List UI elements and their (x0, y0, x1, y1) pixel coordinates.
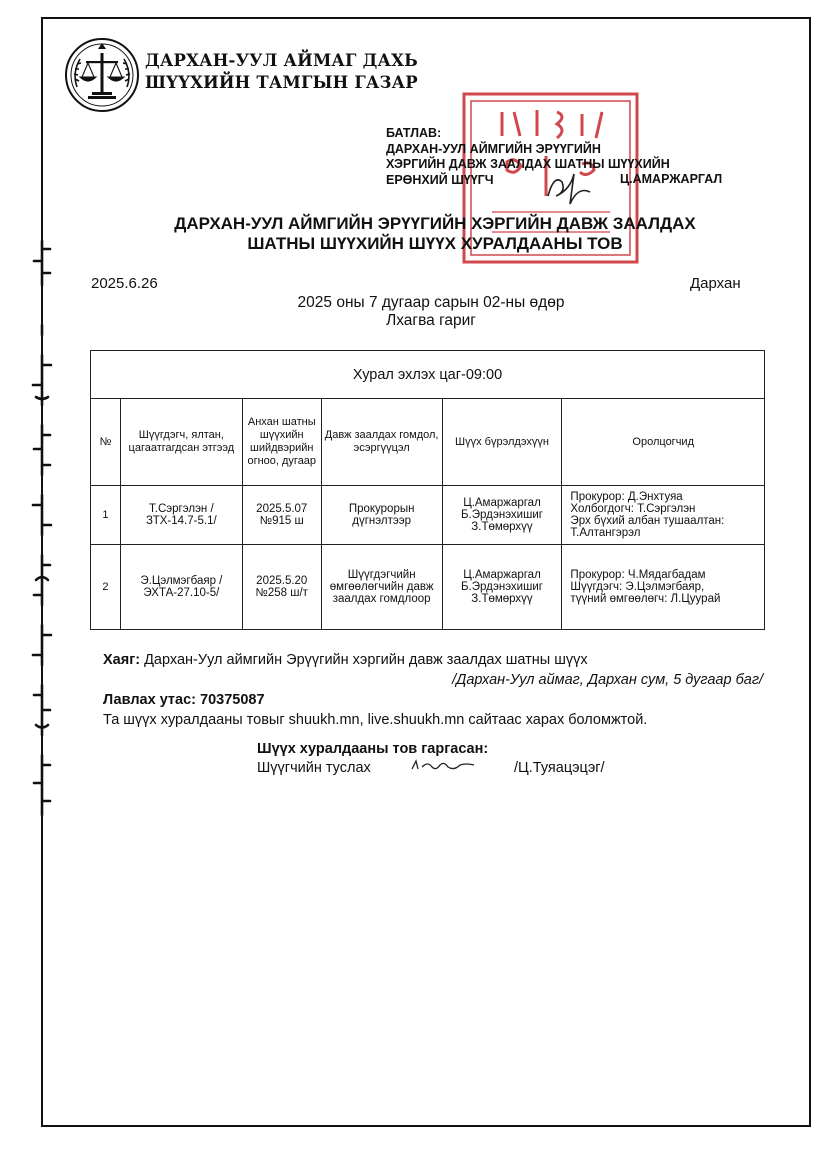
approval-line-1: ДАРХАН-УУЛ АЙМГИЙН ЭРҮҮГИЙН (386, 141, 601, 156)
row-defendant: Т.Сэргэлэн /ЗТХ-14.7-5.1/ (120, 486, 242, 545)
participant: Прокурор: Д.Энхтуяа (570, 491, 683, 503)
row-panel (442, 486, 562, 545)
approval-line-2: ХЭРГИЙН ДАВЖ ЗААЛДАХ ШАТНЫ ШҮҮХИЙН (386, 157, 670, 171)
session-date-text: 2025 оны 7 дугаар сарын 02-ны өдөр (297, 294, 565, 311)
session-weekday: Лхагва гариг (386, 312, 476, 329)
table-row (91, 486, 765, 545)
row-participants (562, 486, 765, 545)
panel-member: Б.Эрдэнэхишиг (461, 581, 543, 593)
panel-member: З.Төмөрхүү (471, 521, 533, 533)
panel-member: Ц.Амаржаргал (463, 569, 541, 581)
start-time-cell: Хурал эхлэх цаг-09:00 (91, 351, 765, 399)
col-header-defendant: Шүүгдэгч, ялтан, цагаатгагдсан этгээд (120, 399, 242, 486)
website-note: Та шүүх хуралдааны товыг shuukh.mn, live.shuukh.mn сайтаас харах боломжтой. (103, 712, 648, 728)
document-title (100, 214, 770, 254)
participant: Шүүгдэгч: Э.Цэлмэгбаяр, (570, 581, 705, 593)
col-header-no: № (91, 399, 121, 486)
col-header-panel: Шүүх бүрэлдэхүүн (442, 399, 562, 486)
panel-member: Б.Эрдэнэхишиг (461, 509, 543, 521)
title-line-1: ДАРХАН-УУЛ АЙМГИЙН ЭРҮҮГИЙН ХЭРГИЙН ДАВЖ ЗААЛДАХ (174, 214, 696, 233)
participant: Эрх бүхий албан тушаалтан: Т.Алтангэрэл (570, 515, 725, 539)
table-header-row (91, 399, 765, 486)
assistant-name: /Ц.Туяацэцэг/ (514, 760, 605, 776)
phone-label: Лавлах утас: (103, 692, 196, 708)
assistant-signature (408, 757, 488, 775)
phone-line (103, 690, 773, 710)
row-number: 1 (91, 486, 121, 545)
phone-number: 70375087 (200, 692, 265, 708)
table-row (91, 545, 765, 630)
row-decision: 2025.5.20 №258 ш/т (242, 545, 321, 630)
address-detail: /Дархан-Уул аймаг, Дархан сум, 5 дугаар баг/ (452, 672, 763, 688)
row-panel (442, 545, 562, 630)
issued-label: Шүүх хуралдааны тов гаргасан: (257, 741, 489, 757)
organization-name (145, 50, 418, 94)
participant: Холбогдогч: Т.Сэргэлэн (570, 503, 696, 515)
row-appeal: Прокурорын дүгнэлтээр (321, 486, 442, 545)
approval-label: БАТЛАВ: (386, 126, 442, 140)
session-date (200, 294, 662, 330)
row-decision: 2025.5.07 №915 ш (242, 486, 321, 545)
row-appeal: Шүүгдэгчийн өмгөөлөгчийн давж заалдах гомдлоор (321, 545, 442, 630)
participant: Прокурор: Ч.Мядагбадам (570, 569, 706, 581)
document-city: Дархан (690, 275, 741, 292)
footer-info (103, 650, 773, 730)
court-scales-emblem-icon (64, 37, 140, 113)
approval-block (386, 126, 723, 188)
address-text: Дархан-Уул аймгийн Эрүүгийн хэргийн давж заалдах шатны шүүх (144, 652, 588, 668)
panel-member: Ц.Амаржаргал (463, 497, 541, 509)
col-header-participants: Оролцогчид (562, 399, 765, 486)
col-header-appeal: Давж заалдах гомдол, эсэргүүцэл (321, 399, 442, 486)
org-line-2: ШҮҮХИЙН ТАМГЫН ГАЗАР (145, 73, 418, 92)
address-line (103, 650, 773, 670)
chief-judge-signature (530, 160, 620, 210)
row-number: 2 (91, 545, 121, 630)
participant: түүний өмгөөлөгч: Л.Цуурай (570, 593, 721, 605)
row-defendant: Э.Цэлмэгбаяр /ЭХТА-27.10-5/ (120, 545, 242, 630)
row-participants (562, 545, 765, 630)
address-label: Хаяг: (103, 652, 141, 668)
mongolian-script-decoration (22, 235, 62, 825)
col-header-decision: Анхан шатны шүүхийн шийдвэрийн огноо, дугаар (242, 399, 321, 486)
chief-judge-name: Ц.АМАРЖАРГАЛ (620, 172, 723, 186)
assistant-title: Шүүгчийн туслах (257, 760, 371, 776)
hearing-schedule-table (90, 350, 765, 630)
panel-member: З.Төмөрхүү (471, 593, 533, 605)
document-date: 2025.6.26 (91, 275, 158, 292)
org-line-1: ДАРХАН-УУЛ АЙМАГ ДАХЬ (145, 51, 418, 70)
approval-line-3: ЕРӨНХИЙ ШҮҮГЧ (386, 172, 494, 187)
title-line-2: ШАТНЫ ШҮҮХИЙН ШҮҮХ ХУРАЛДААНЫ ТОВ (247, 234, 623, 253)
